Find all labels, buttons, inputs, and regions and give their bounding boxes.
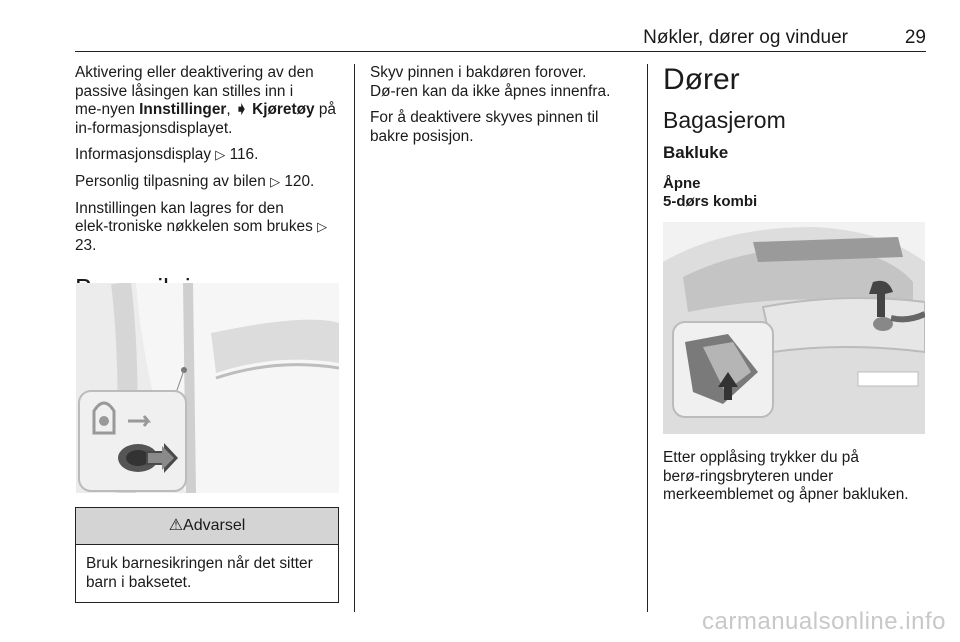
page-ref-arrow-icon: ▷: [215, 147, 226, 163]
heading-5door: 5-dørs kombi: [663, 192, 758, 210]
heading-doors: Dører: [663, 63, 740, 96]
page-ref-arrow-icon: ▷: [270, 173, 281, 189]
warning-icon: ⚠: [168, 517, 184, 534]
menu-settings: Innstillinger: [139, 101, 227, 119]
column-divider: [354, 64, 355, 612]
warning-title: Advarsel: [183, 517, 246, 534]
watermark: carmanualsonline.info: [702, 608, 946, 635]
page-header: [75, 27, 926, 49]
passive-locking-paragraph: Aktivering eller deaktivering av den passive låsingen kan stilles inn i me‑nyen Innstillinger, ➧ Kjøretøy på in‑formasjonsdisplayet.: [75, 64, 336, 137]
page-number: 29: [904, 27, 926, 48]
header-rule: [75, 51, 926, 52]
chapter-title: Nøkler, dører og vinduer: [643, 27, 848, 48]
ref-personalization: Personlig tilpasning av bilen ▷ 120.: [75, 172, 315, 190]
ref-info-display: Informasjonsdisplay ▷ 116.: [75, 146, 259, 164]
heading-open: Åpne: [663, 174, 701, 192]
warning-text: Bruk barnesikringen når det sitter barn i baksetet.: [86, 555, 313, 591]
column-2: [370, 64, 632, 154]
heading-luggage: Bagasjerom: [663, 107, 786, 133]
warning-header: [76, 508, 338, 545]
heading-tailgate: Bakluke: [663, 143, 729, 162]
child-lock-illustration: [76, 283, 339, 493]
storage-paragraph: Innstillingen kan lagres for den elek‑troniske nøkkelen som brukes ▷ 23.: [75, 199, 328, 254]
child-lock-instruction: Skyv pinnen i bakdøren forover. Dø‑ren kan da ikke åpnes innenfra.: [370, 64, 611, 100]
column-3: [663, 64, 928, 211]
menu-vehicle: ➧ Kjøretøy: [234, 101, 315, 119]
column-divider: [647, 64, 648, 612]
warning-box: [75, 507, 339, 603]
page-ref-arrow-icon: ▷: [317, 219, 328, 235]
tailgate-instruction: Etter opplåsing trykker du på berø‑ringsbryteren under merkeemblemet og åpner bakluken.: [663, 449, 909, 504]
child-lock-deactivate: For å deaktivere skyves pinnen til bakre posisjon.: [370, 109, 599, 145]
tailgate-illustration: [663, 222, 925, 434]
